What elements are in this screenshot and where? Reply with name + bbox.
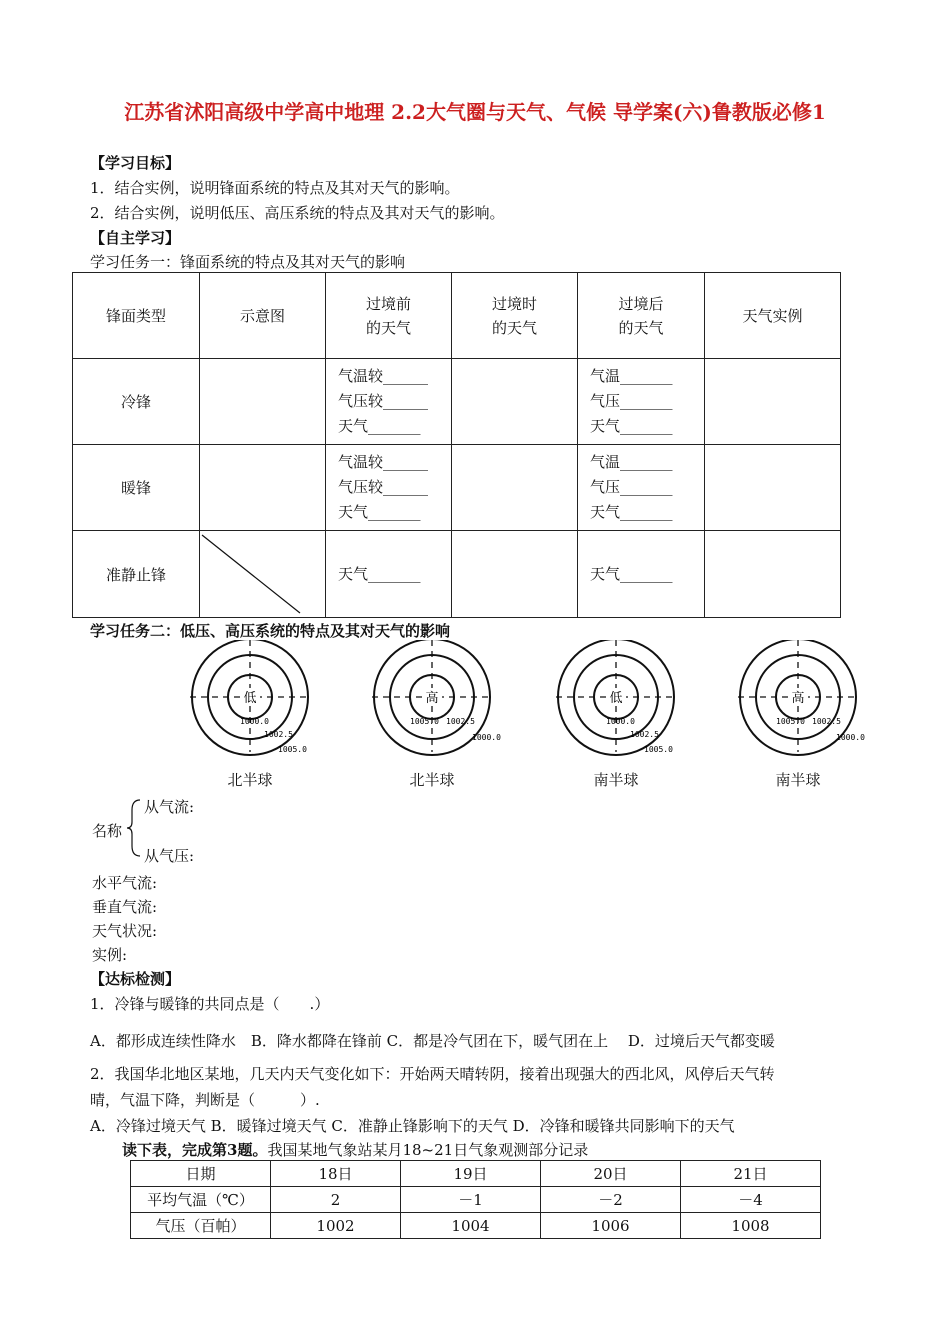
table-cell: －2 — [541, 1187, 681, 1213]
field-horizontal-airflow: 水平气流: — [92, 874, 158, 892]
hemisphere-label: 北半球 — [227, 771, 273, 789]
table-cell: 平均气温（℃） — [131, 1187, 271, 1213]
from-airflow-label: 从气流: — [144, 798, 195, 816]
cell-during — [452, 445, 578, 531]
question-3-rest: 我国某地气象站某月18~21日气象观测部分记录 — [267, 1141, 589, 1159]
pressure-diagram-3 — [556, 640, 696, 790]
front-table — [72, 272, 841, 618]
pressure-diagram-2 — [372, 640, 512, 790]
question-3-intro — [122, 1139, 588, 1160]
header-front-type: 锋面类型 — [73, 273, 200, 359]
question-3-bold: 读下表，完成第3题。 — [122, 1141, 268, 1159]
center-label: 高 — [425, 691, 439, 706]
blank-line: 气温_______ — [590, 367, 673, 385]
cell-diagram — [200, 359, 326, 445]
field-vertical-airflow: 垂直气流: — [92, 898, 158, 916]
table-row — [131, 1213, 821, 1239]
table-cell: －4 — [681, 1187, 821, 1213]
cell-after — [578, 531, 705, 618]
center-label: 低 — [609, 691, 623, 706]
weather-record-table — [130, 1160, 821, 1239]
blank-line: 气压_______ — [590, 478, 673, 496]
cell-during — [452, 531, 578, 618]
header-during: 过境时 的天气 — [452, 273, 578, 359]
blank-line: 气压较______ — [338, 392, 429, 410]
table-cell: －1 — [401, 1187, 541, 1213]
table-row — [131, 1187, 821, 1213]
goals-heading: 【学习目标】 — [90, 154, 181, 172]
field-example: 实例: — [92, 946, 128, 964]
table-cell: 2 — [271, 1187, 401, 1213]
cell-diagram-slash — [200, 531, 326, 618]
table-row — [131, 1161, 821, 1187]
isobar-diagram — [372, 640, 512, 765]
svg-text:1005.0: 1005.0 — [776, 717, 805, 726]
question-2-line2: 晴，气温下降，判断是（ ）. — [90, 1091, 320, 1109]
goal-item-1: 1．结合实例，说明锋面系统的特点及其对天气的影响。 — [90, 179, 460, 197]
svg-text:1000.0: 1000.0 — [606, 717, 635, 726]
table-cell: 日期 — [131, 1161, 271, 1187]
svg-text:1002.5: 1002.5 — [264, 730, 293, 739]
cell-example — [705, 531, 841, 618]
row-type-cold: 冷锋 — [73, 359, 200, 445]
blank-line: 气温_______ — [590, 453, 673, 471]
svg-text:1000.0: 1000.0 — [836, 733, 865, 742]
cell-before — [326, 359, 452, 445]
header-after: 过境后 的天气 — [578, 273, 705, 359]
blank-line: 气温较______ — [338, 453, 429, 471]
self-study-heading: 【自主学习】 — [90, 229, 181, 247]
blank-line: 天气_______ — [590, 564, 673, 583]
blank-line: 天气_______ — [590, 503, 673, 521]
table-cell: 1002 — [271, 1213, 401, 1239]
question-2-options: A．冷锋过境天气 B．暖锋过境天气 C．准静止锋影响下的天气 D．冷锋和暖锋共同影响下的天气 — [90, 1117, 735, 1135]
cell-after — [578, 359, 705, 445]
table-cell: 20日 — [541, 1161, 681, 1187]
cell-before — [326, 531, 452, 618]
cell-diagram — [200, 445, 326, 531]
task1-label: 学习任务一：锋面系统的特点及其对天气的影响 — [90, 253, 406, 271]
cell-example — [705, 359, 841, 445]
goal-item-2: 2．结合实例，说明低压、高压系统的特点及其对天气的影响。 — [90, 204, 505, 222]
table-cell: 18日 — [271, 1161, 401, 1187]
blank-line: 气压_______ — [590, 392, 673, 410]
table-cell: 1008 — [681, 1213, 821, 1239]
cell-during — [452, 359, 578, 445]
svg-text:1002.5: 1002.5 — [630, 730, 659, 739]
check-heading: 【达标检测】 — [90, 970, 181, 988]
header-diagram: 示意图 — [200, 273, 326, 359]
center-label: 低 — [243, 691, 257, 706]
row-type-stationary: 准静止锋 — [73, 531, 200, 618]
task2-label: 学习任务二：低压、高压系统的特点及其对天气的影响 — [90, 622, 451, 640]
pressure-diagram-1 — [190, 640, 330, 790]
name-label: 名称 — [92, 822, 123, 840]
isobar-diagram — [190, 640, 330, 765]
blank-line: 天气_______ — [338, 564, 421, 583]
header-before: 过境前 的天气 — [326, 273, 452, 359]
hemisphere-label: 北半球 — [409, 771, 455, 789]
svg-text:1005.0: 1005.0 — [644, 745, 673, 754]
blank-line: 天气_______ — [590, 417, 673, 435]
brace-icon — [126, 798, 146, 858]
blank-line: 天气_______ — [338, 417, 421, 435]
page-title: 江苏省沭阳高级中学高中地理 2.2大气圈与天气、气候 导学案(六)鲁教版必修1 — [124, 100, 826, 124]
question-2-line1: 2．我国华北地区某地，几天内天气变化如下：开始两天晴转阴，接着出现强大的西北风，风停后天气转 — [90, 1065, 775, 1083]
from-pressure-label: 从气压: — [144, 847, 195, 865]
table-cell: 1006 — [541, 1213, 681, 1239]
blank-line: 天气_______ — [338, 503, 421, 521]
table-cell: 19日 — [401, 1161, 541, 1187]
header-example: 天气实例 — [705, 273, 841, 359]
table-cell: 21日 — [681, 1161, 821, 1187]
table-cell: 气压（百帕） — [131, 1213, 271, 1239]
cell-after — [578, 445, 705, 531]
isobar-diagram — [738, 640, 878, 765]
svg-text:1002.5: 1002.5 — [446, 717, 475, 726]
diagonal-line — [200, 531, 326, 617]
svg-text:1000.0: 1000.0 — [240, 717, 269, 726]
hemisphere-label: 南半球 — [593, 771, 639, 789]
field-weather: 天气状况: — [92, 922, 158, 940]
cell-example — [705, 445, 841, 531]
pressure-diagram-4 — [738, 640, 878, 790]
hemisphere-label: 南半球 — [775, 771, 821, 789]
table-cell: 1004 — [401, 1213, 541, 1239]
svg-text:1000.0: 1000.0 — [472, 733, 501, 742]
svg-text:1002.5: 1002.5 — [812, 717, 841, 726]
question-1: 1．冷锋与暖锋的共同点是（ .） — [90, 995, 330, 1013]
blank-line: 气压较______ — [338, 478, 429, 496]
svg-text:1005.0: 1005.0 — [410, 717, 439, 726]
blank-line: 气温较______ — [338, 367, 429, 385]
question-1-options: A．都形成连续性降水 B．降水都降在锋前 C．都是冷气团在下，暖气团在上 D．过境后天气都变暖 — [90, 1032, 775, 1050]
row-type-warm: 暖锋 — [73, 445, 200, 531]
isobar-diagram — [556, 640, 696, 765]
center-label: 高 — [791, 691, 805, 706]
svg-text:1005.0: 1005.0 — [278, 745, 307, 754]
cell-before — [326, 445, 452, 531]
